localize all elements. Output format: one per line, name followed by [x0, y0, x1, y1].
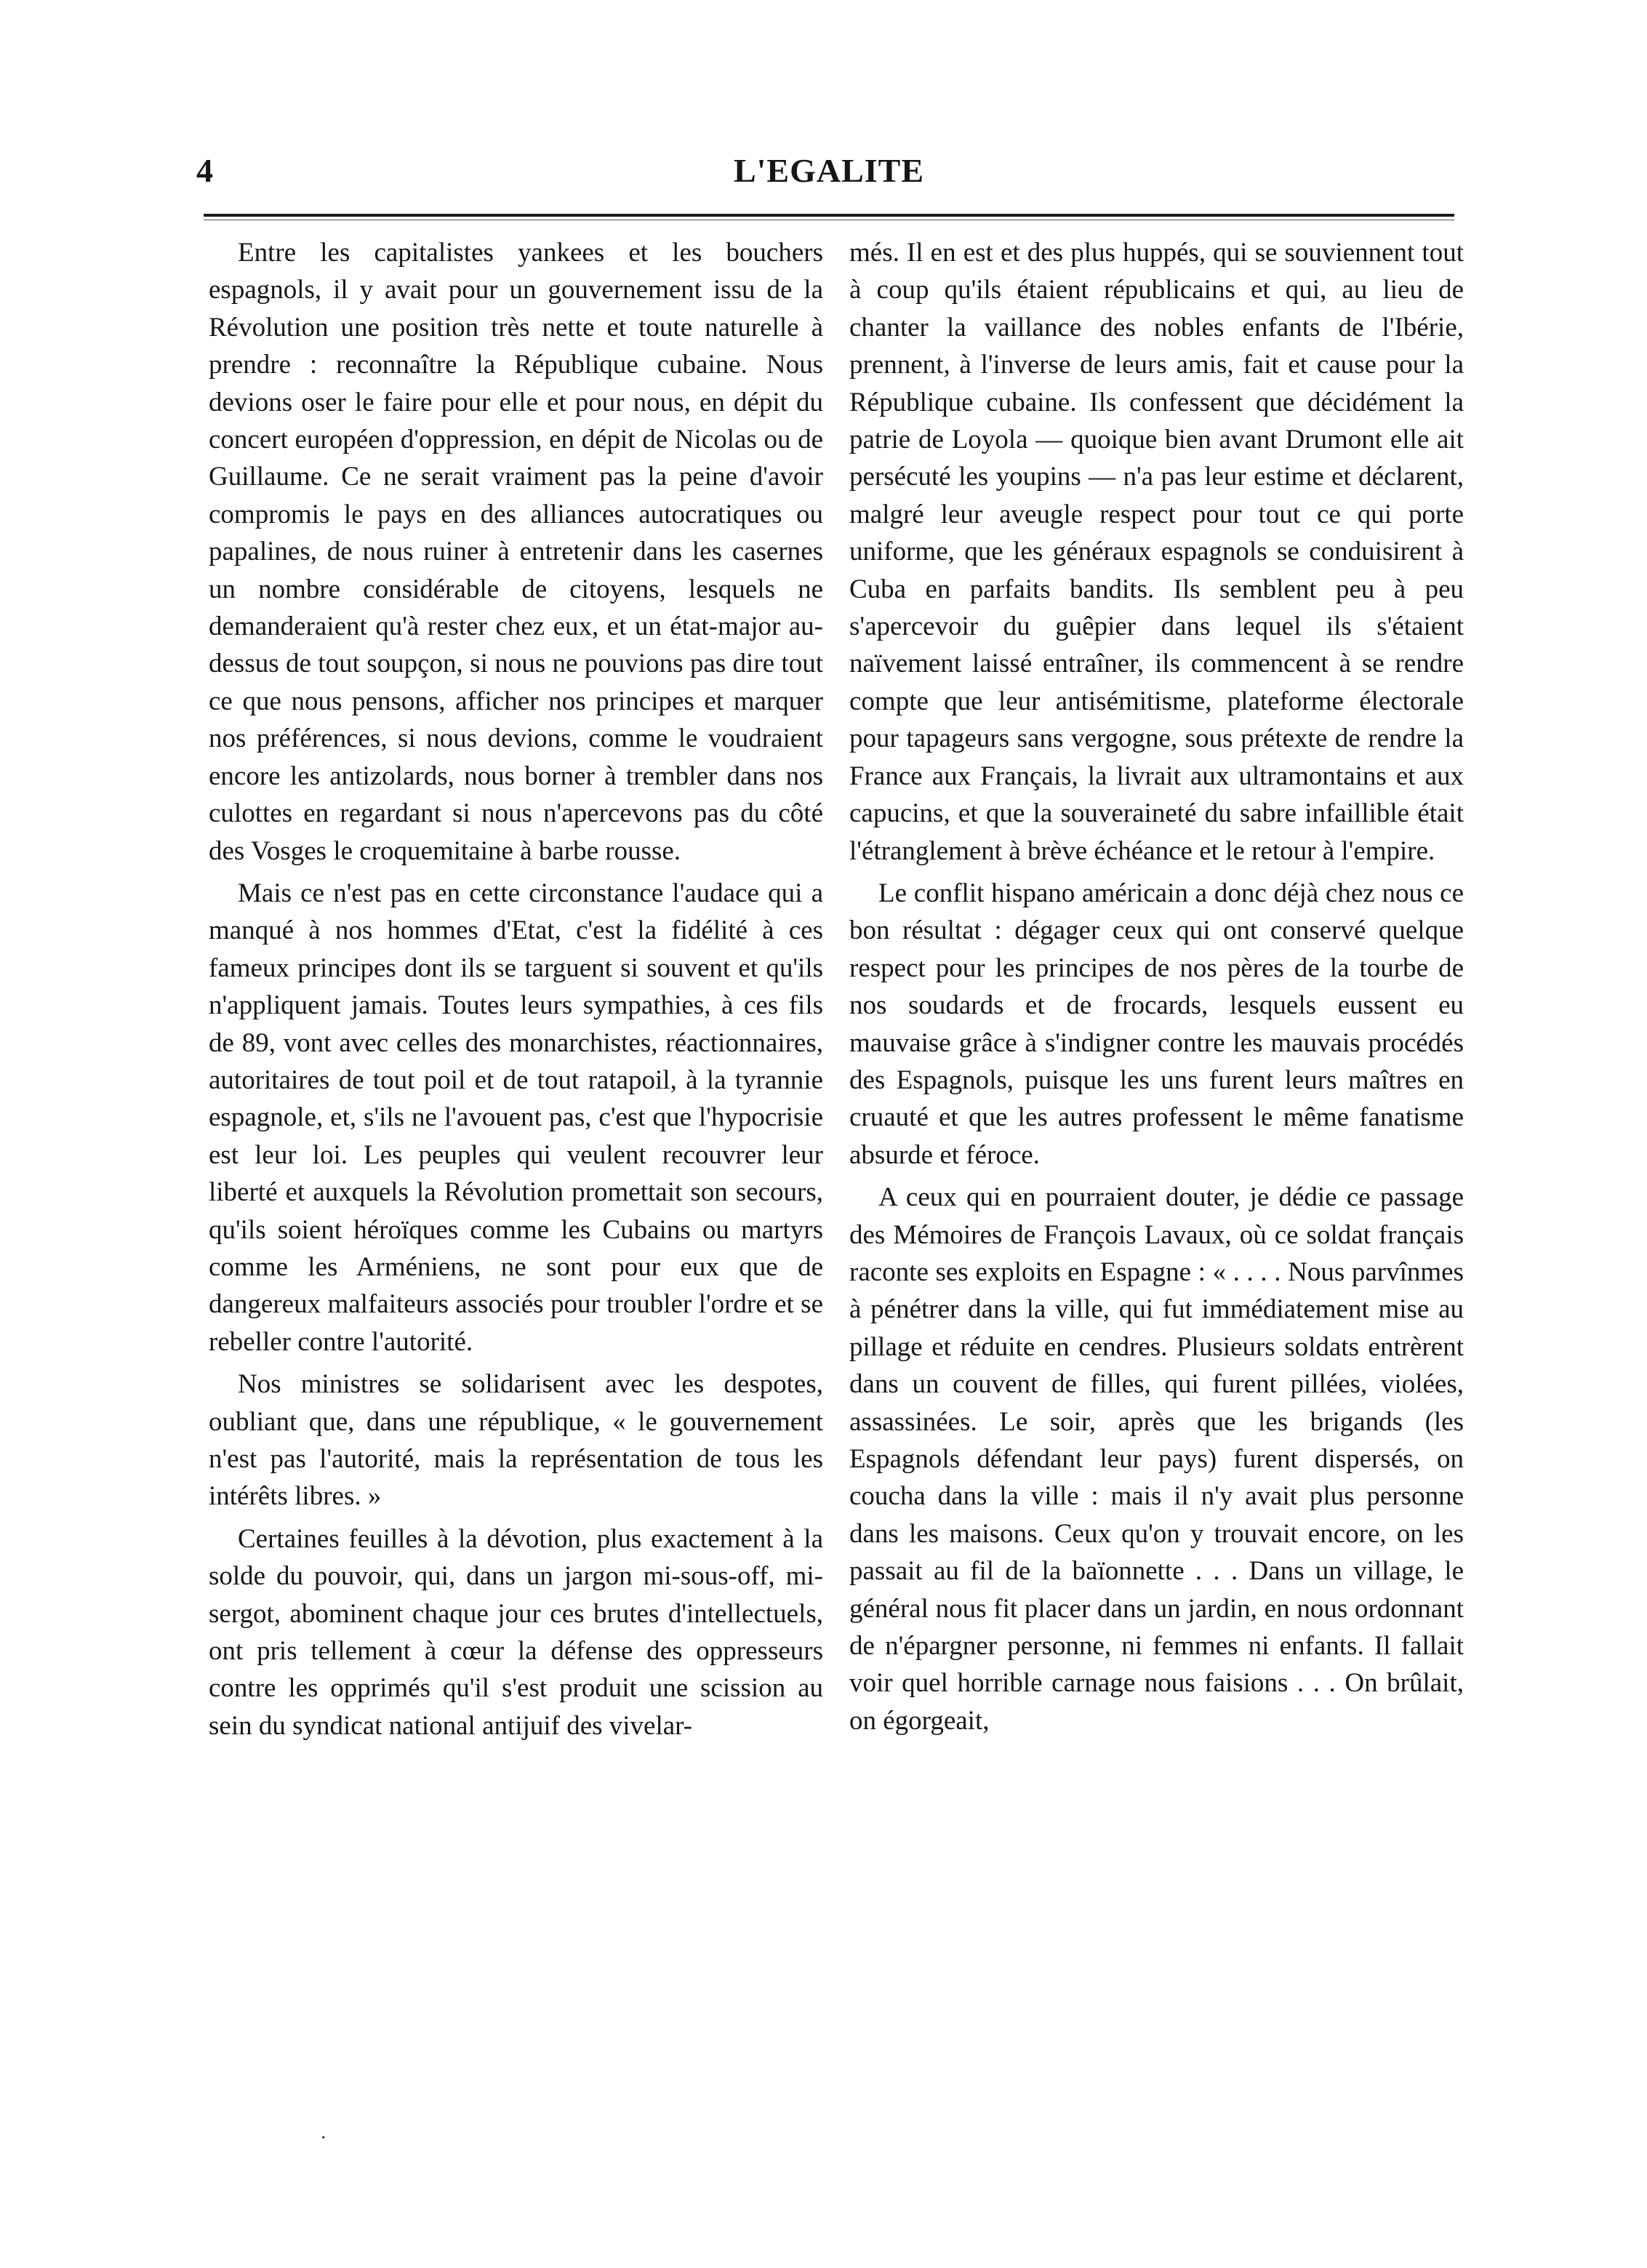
right-column [849, 234, 1464, 1744]
page-number: 4 [196, 152, 213, 189]
paragraph: Entre les capitalistes yankees et les bouchers espagnols, il y avait pour un gouvernement issu de la Révolution une position très nette et toute naturelle à prendre : reconnaître la République cubaine. Nous devions oser le faire pour elle et pour nous, en dépit du concert européen d'oppression, en dépit de Nicolas ou de Guillaume. Ce ne serait vraiment pas la peine d'avoir compromis le pays en des alliances autocratiques ou papalines, de nous ruiner à entretenir dans les casernes un nombre considérable de citoyens, lesquels ne demanderaient qu'à rester chez eux, et un état-major au-dessus de tout soupçon, si nous ne pouvions pas dire tout ce que nous pensons, afficher nos principes et marquer nos préférences, si nous devions, comme le voudraient encore les antizolards, nous borner à trembler dans nos culottes en regardant si nous n'apercevons pas du côté des Vosges le croquemitaine à barbe rousse. [209, 238, 823, 866]
page-header [196, 149, 1462, 200]
left-column [209, 234, 823, 1750]
print-speck: · [320, 2127, 327, 2149]
running-title: L'EGALITE [733, 152, 925, 189]
paragraph: Certaines feuilles à la dévotion, plus exactement à la solde du pouvoir, qui, dans un jargon mi-sous-off, mi-sergot, abominent chaque jour ces brutes d'intellectuels, ont pris tellement à cœur la défense des oppresseurs contre les opprimés qu'il s'est produit une scission au sein du syndicat national antijuif des vivelar- [209, 1523, 823, 1741]
header-rule [204, 214, 1454, 217]
paragraph: Nos ministres se solidarisent avec les despotes, oubliant que, dans une république, « le gouvernement n'est pas l'autorité, mais la représentation de tous les intérêts libres. » [209, 1369, 823, 1512]
paragraph: Mais ce n'est pas en cette circonstance l'audace qui a manqué à nos hommes d'Etat, c'est la fidélité à ces fameux principes dont ils se targuent si souvent et qu'ils n'appliquent jamais. Toutes leurs sympathies, à ces fils de 89, vont avec celles des monarchistes, réactionnaires, autoritaires de tout poil et de tout ratapoil, à la tyrannie espagnole, et, s'ils ne l'avouent pas, c'est que l'hypocrisie est leur loi. Les peuples qui veulent recouvrer leur liberté et auxquels la Révolution promettait son secours, qu'ils soient héroïques comme les Cubains ou martyrs comme les Arméniens, ne sont pour eux que de dangereux malfaiteurs associés pour troubler l'ordre et se rebeller contre l'autorité. [209, 878, 823, 1357]
paragraph: A ceux qui en pourraient douter, je dédie ce passage des Mémoires de François Lavaux, où ce soldat français raconte ses exploits en Espagne : « . . . . Nous parvînmes à pénétrer dans la ville, qui fut immédiatement mise au pillage et réduite en cendres. Plusieurs soldats entrèrent dans un couvent de filles, qui furent pillées, violées, assassinées. Le soir, après que les brigands (les Espagnols défendant leur pays) furent dispersés, on coucha dans la ville : mais il n'y avait plus personne dans les maisons. Ceux qu'on y trouvait encore, on les passait au fil de la baïonnette . . . Dans un village, le général nous fit placer dans un jardin, en nous ordonnant de n'épargner personne, ni femmes ni enfants. Il fallait voir quel horrible carnage nous faisions . . . On brûlait, on égorgeait, [849, 1182, 1464, 1736]
paragraph: més. Il en est et des plus huppés, qui se souviennent tout à coup qu'ils étaient républicains et qui, au lieu de chanter la vaillance des nobles enfants de l'Ibérie, prennent, à l'inverse de leurs amis, fait et cause pour la République cubaine. Ils confessent que décidément la patrie de Loyola — quoique bien avant Drumont elle ait persécuté les youpins — n'a pas leur estime et déclarent, malgré leur aveugle respect pour tout ce qui porte uniforme, que les généraux espagnols se conduisirent à Cuba en parfaits bandits. Ils semblent peu à peu s'apercevoir du guêpier dans lequel ils s'étaient naïvement laissé entraîner, ils commencent à se rendre compte que leur antisémitisme, plateforme électorale pour tapageurs sans vergogne, sous prétexte de rendre la France aux Français, la livrait aux ultramontains et aux capucins, et que la souveraineté du sabre infaillible était l'étranglement à brève échéance et le retour à l'empire. [849, 238, 1464, 866]
paragraph: Le conflit hispano américain a donc déjà chez nous ce bon résultat : dégager ceux qui ont conservé quelque respect pour les principes de nos pères de la tourbe de nos soudards et de frocards, lesquels eussent eu mauvaise grâce à s'indigner contre les mauvais procédés des Espagnols, puisque les uns furent leurs maîtres en cruauté et que les autres professent le même fanatisme absurde et féroce. [849, 878, 1464, 1170]
